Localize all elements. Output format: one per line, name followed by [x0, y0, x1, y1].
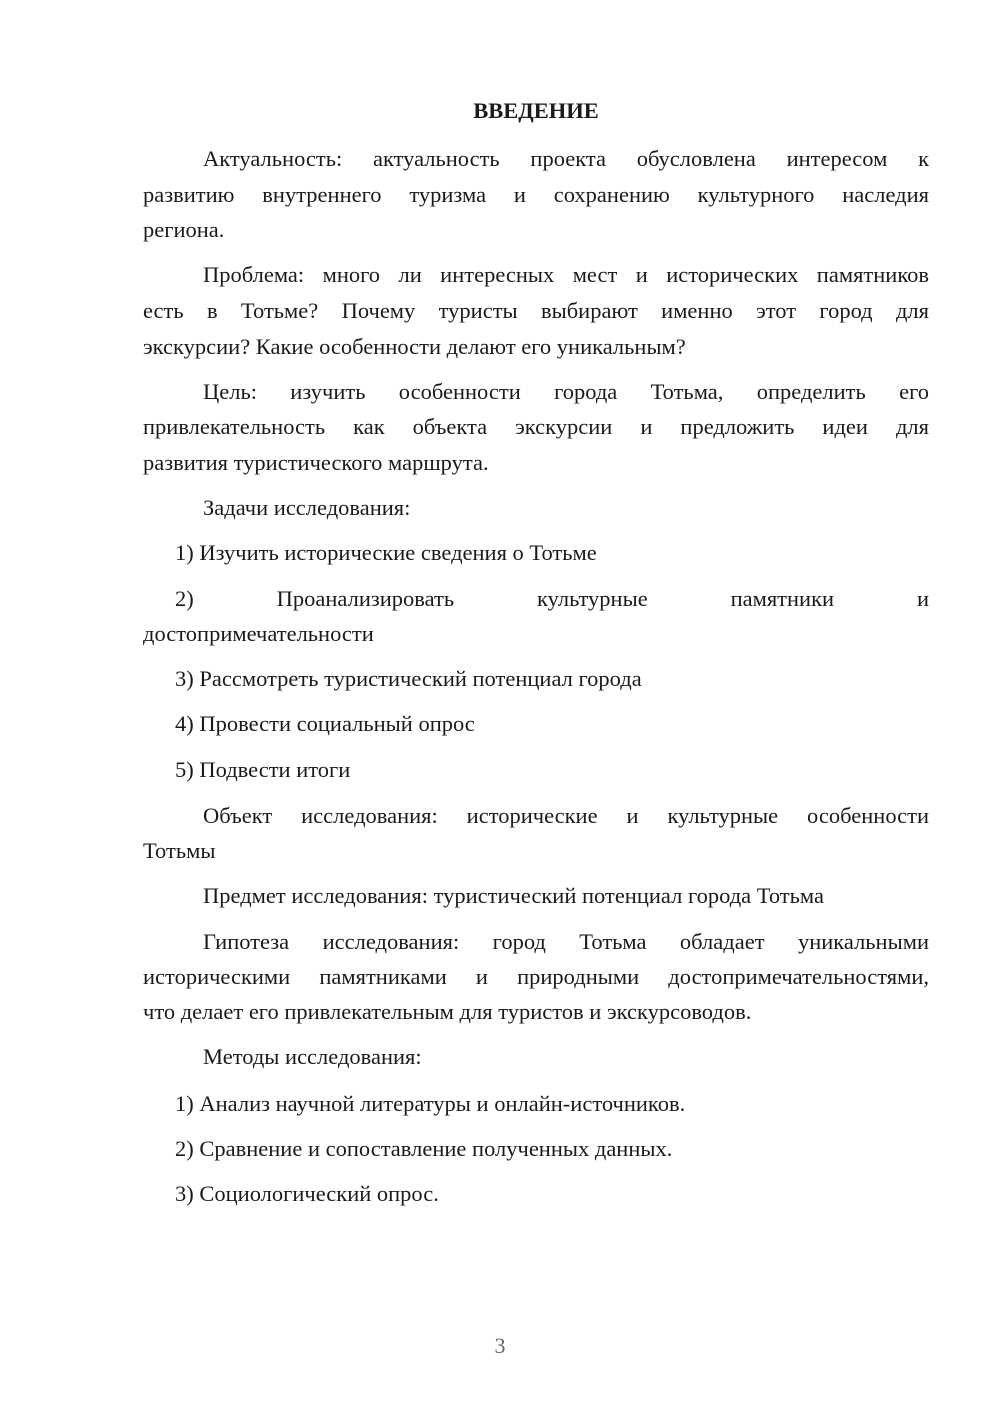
problem-line-3: экскурсии? Какие особенности делают его уникальным?: [143, 334, 686, 359]
task-item-1: 1) Изучить исторические сведения о Тотьме: [175, 540, 597, 565]
hypothesis-line-1: Гипотеза исследования: город Тотьма обладает уникальными: [203, 929, 929, 954]
relevance-line-3: региона.: [143, 217, 225, 242]
object-line-1: Объект исследования: исторические и культурные особенности: [203, 803, 929, 828]
relevance-line-2: развитию внутреннего туризма и сохранению культурного наследия: [143, 182, 929, 207]
hypothesis-line-2: историческими памятниками и природными достопримечательностями,: [143, 964, 929, 989]
method-item-3: 3) Социологический опрос.: [175, 1181, 439, 1206]
relevance-line-1: Актуальность: актуальность проекта обусловлена интересом к: [203, 146, 929, 171]
task-item-3: 3) Рассмотреть туристический потенциал города: [175, 666, 642, 691]
method-item-2: 2) Сравнение и сопоставление полученных данных.: [175, 1136, 673, 1161]
methods-heading: Методы исследования:: [203, 1044, 422, 1069]
tasks-heading: Задачи исследования:: [203, 495, 411, 520]
section-title: ВВЕДЕНИЕ: [473, 98, 599, 123]
task-item-2-line-2: достопримечательности: [143, 621, 374, 646]
goal-line-1: Цель: изучить особенности города Тотьма, определить его: [203, 379, 929, 404]
problem-line-1: Проблема: много ли интересных мест и исторических памятников: [203, 262, 929, 287]
goal-line-3: развития туристического маршрута.: [143, 450, 489, 475]
task-item-4: 4) Провести социальный опрос: [175, 711, 475, 736]
page-number: 3: [494, 1333, 506, 1358]
task-item-5: 5) Подвести итоги: [175, 757, 351, 782]
method-item-1: 1) Анализ научной литературы и онлайн-источников.: [175, 1091, 686, 1116]
goal-line-2: привлекательность как объекта экскурсии и предложить идеи для: [143, 414, 929, 439]
hypothesis-line-3: что делает его привлекательным для туристов и экскурсоводов.: [143, 999, 752, 1024]
problem-line-2: есть в Тотьме? Почему туристы выбирают именно этот город для: [143, 298, 929, 323]
object-line-2: Тотьмы: [143, 838, 216, 863]
subject-line: Предмет исследования: туристический потенциал города Тотьма: [203, 883, 824, 908]
task-item-2-line-1: 2) Проанализировать культурные памятники и: [175, 586, 929, 611]
